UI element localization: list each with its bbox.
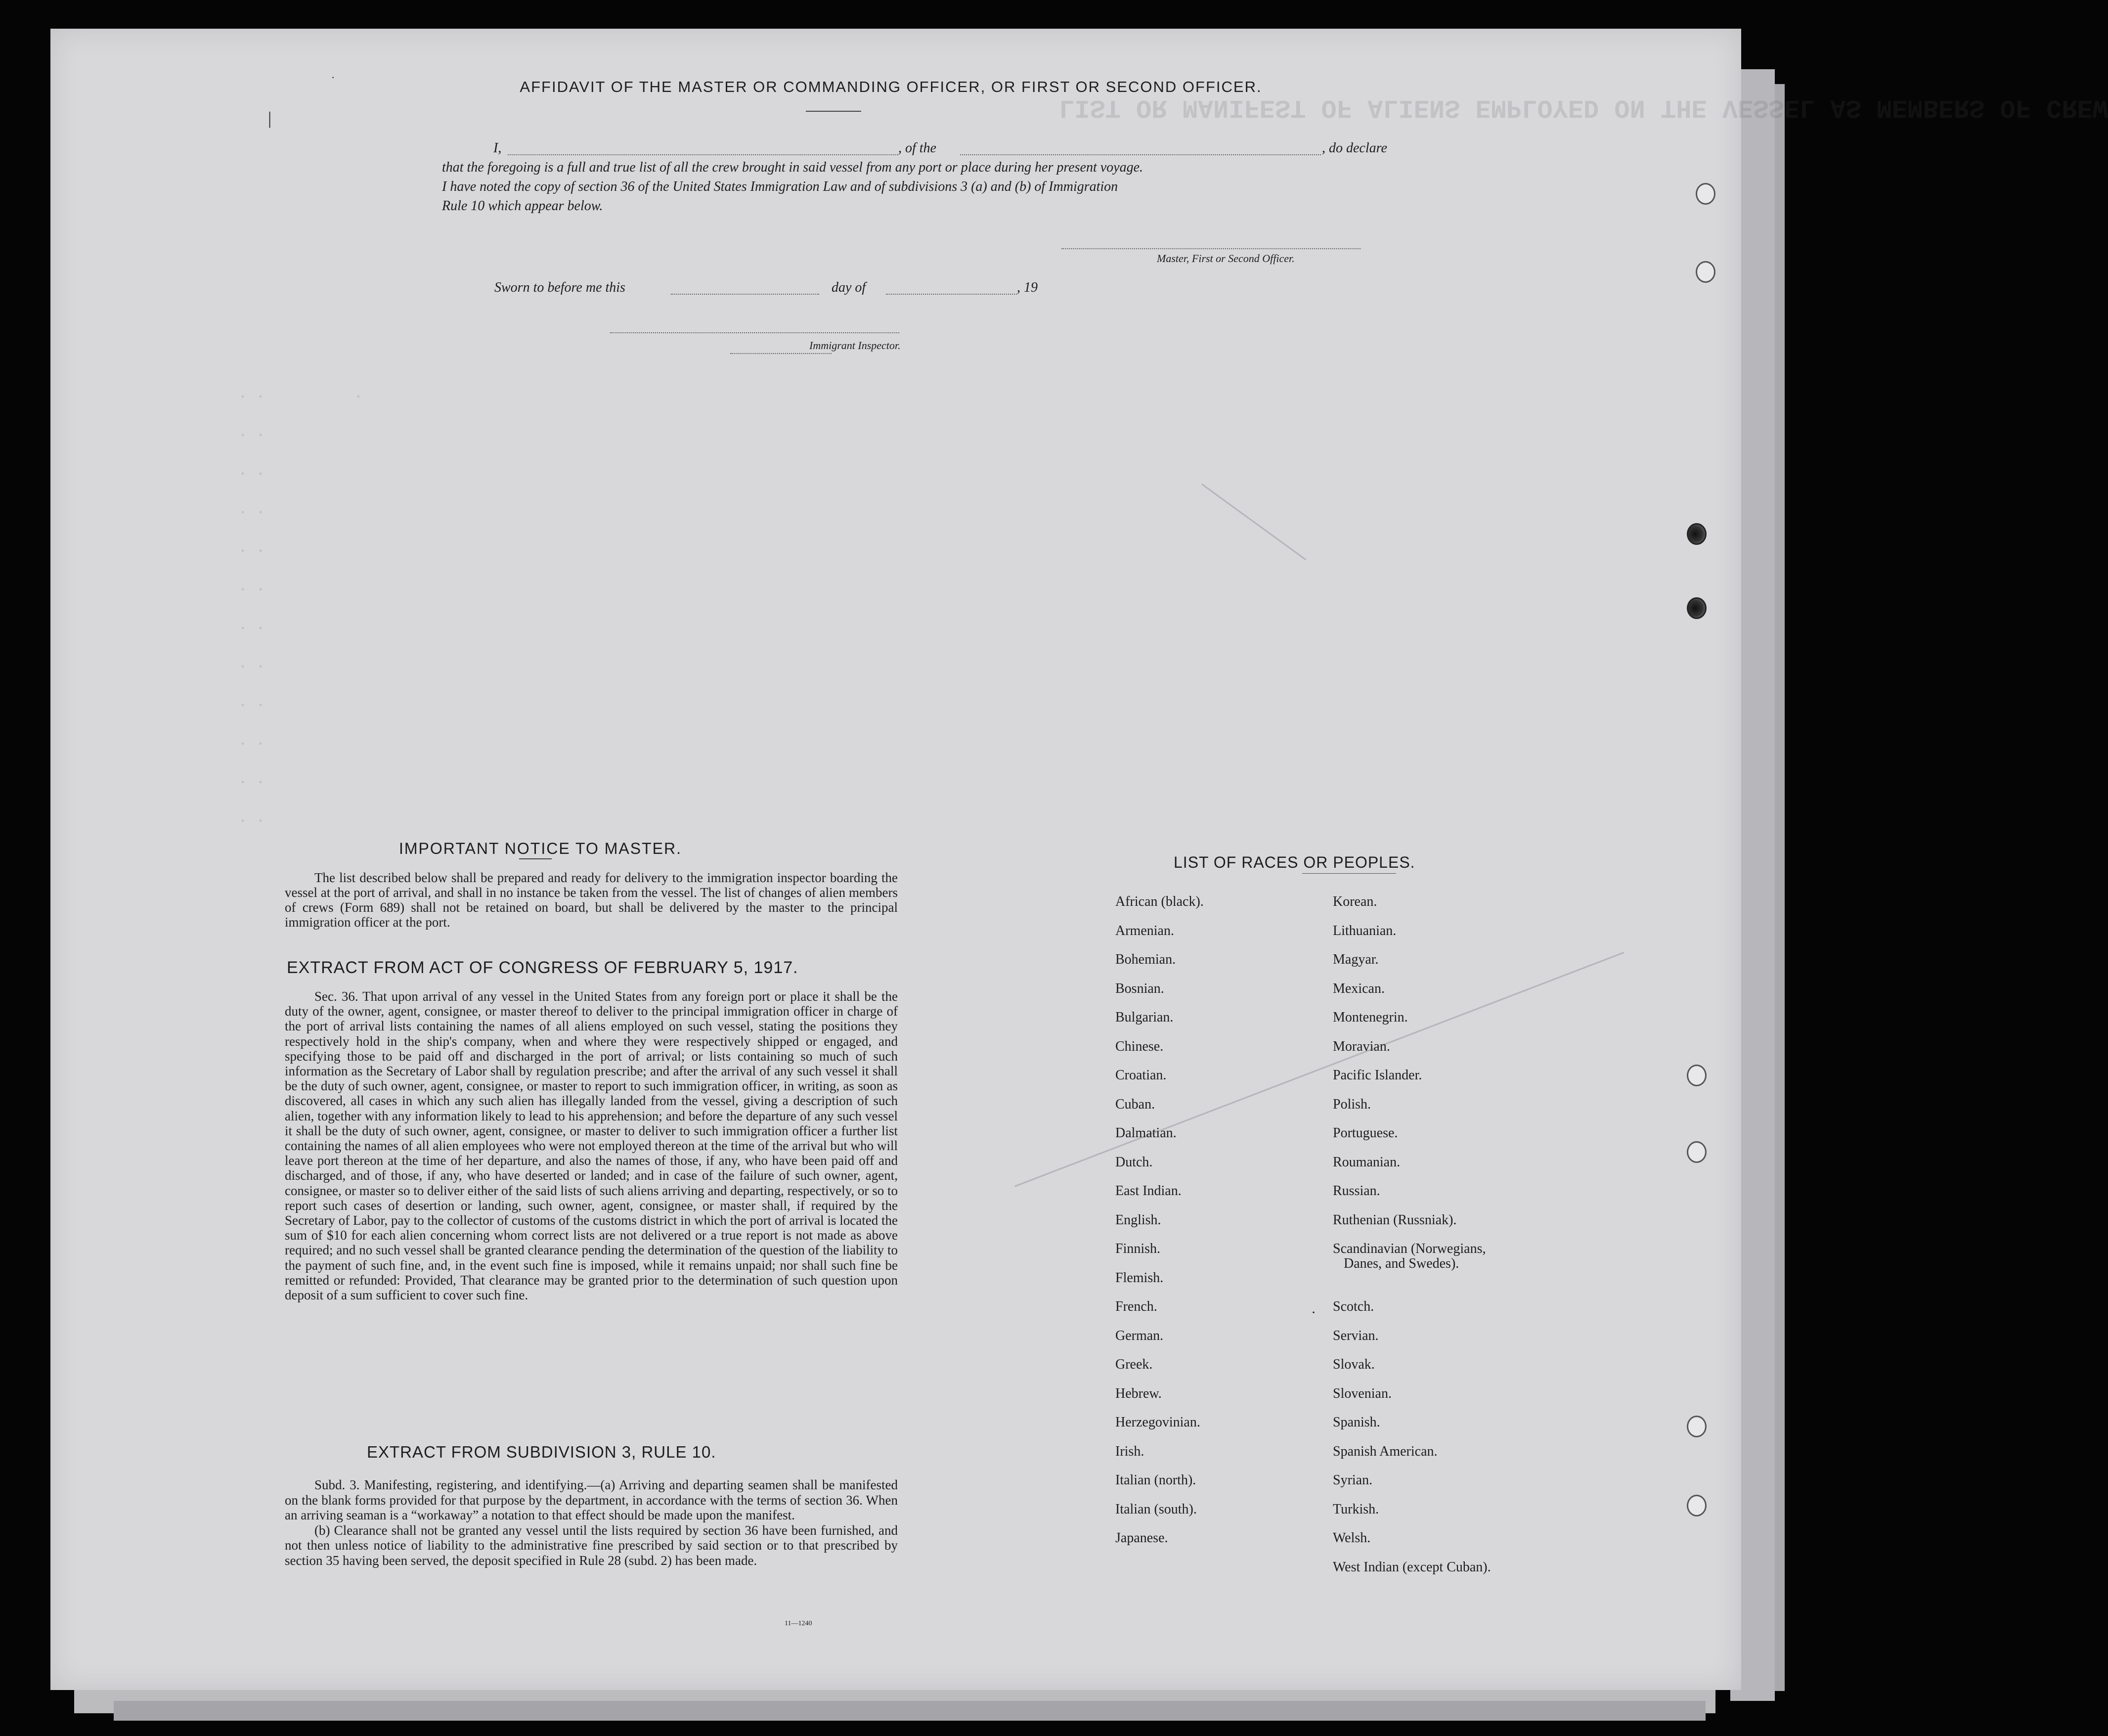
affidavit-of-the: , of the <box>898 140 936 156</box>
notice-rule <box>519 858 552 859</box>
race-item: East Indian. <box>1115 1183 1182 1199</box>
page-stack-bottom <box>114 1701 1706 1721</box>
binder-hole <box>1687 597 1707 619</box>
title-rule <box>806 111 861 112</box>
race-item: Scandinavian (Norwegians, <box>1333 1241 1486 1256</box>
binder-hole <box>1687 1141 1707 1163</box>
bleed-through-heading: LIST OR MANIFEST OF ALIENS EMPLOYED ON THE VESSEL AS MEMBERS OF CREW <box>1059 93 2108 122</box>
year-label: , 19 <box>1017 280 1038 295</box>
sworn-label: Sworn to before me this <box>494 280 625 295</box>
races-rule <box>1302 873 1396 874</box>
race-item: Spanish. <box>1333 1415 1380 1430</box>
race-item: Lithuanian. <box>1333 923 1397 938</box>
race-item: Bosnian. <box>1115 980 1164 996</box>
race-item: Moravian. <box>1333 1038 1390 1054</box>
race-item: Bulgarian. <box>1115 1010 1174 1025</box>
manifest-page <box>50 29 2108 1690</box>
race-item: Greek. <box>1115 1357 1153 1372</box>
race-item: Magyar. <box>1333 952 1379 967</box>
race-item: Slovak. <box>1333 1357 1375 1372</box>
race-item: German. <box>1115 1328 1164 1343</box>
race-item: Polish. <box>1333 1096 1371 1112</box>
bleed-through-rows: . . . . . . . . . . . . . . . . . . . . . . . . . <box>238 386 363 827</box>
race-item: Portuguese. <box>1333 1125 1398 1141</box>
race-item: Mexican. <box>1333 980 1385 996</box>
race-item: Slovenian. <box>1333 1385 1392 1401</box>
inspector-blank-1[interactable] <box>610 332 899 333</box>
binder-hole <box>1687 1416 1707 1437</box>
race-item: Croatian. <box>1115 1068 1167 1083</box>
race-item: Scotch. <box>1333 1299 1374 1314</box>
binder-hole <box>1687 523 1707 545</box>
master-signature-blank[interactable] <box>1061 248 1361 249</box>
affidavit-line-4: Rule 10 which appear below. <box>442 198 603 214</box>
notice-title: IMPORTANT NOTICE TO MASTER. <box>399 840 682 857</box>
notice-text: The list described below shall be prepared and ready for delivery to the immigration inspector boarding the vessel at the port of arrival, and shall in no instance be taken from the vessel. The list of changes of alien members of crews (Form 689) shall not be retained on board, but shall be delivered by the master to the principal immigration officer at the port. <box>285 870 898 930</box>
act-text: Sec. 36. That upon arrival of any vessel in the United States from any foreign port or place it shall be the duty of the owner, agent, consignee, or master thereof to deliver to the principal immigration officer in charge of the port of arrival lists containing the names of all aliens employed on such vessel, stating the positions they respectively hold in the ship's company, when and where they were respectively shipped or engaged, and specifying those to be paid off and discharged in the port of arrival; or lists containing so much of such information as the Secretary of Labor shall by regulation prescribe; and after the arrival of any such vessel it shall be the duty of such owner, agent, consignee, or master to report to such immigration officer, in writing, as soon as discovered, all cases in which any such alien has illegally landed from the vessel, giving a description of such alien, together with any information likely to lead to his apprehension; and before the departure of any such vessel it shall be the duty of such owner, agent, consignee, or master to deliver to such immigration officer a further list containing the names of all alien employees who were not employed thereon at the time of the arrival but who will leave port thereon at the time of her departure, and also the names of those, if any, who have been paid off and discharged, and of those, if any, who have deserted or landed; and in case of the failure of such owner, agent, consignee, or master so to deliver either of the said lists of such aliens arriving and departing, respectively, or so to report such cases of desertion or landing, such owner, agent, consignee, or master shall, if required by the Secretary of Labor, pay to the collector of customs of the customs district in which the port of arrival is located the sum of $10 for each alien concerning whom correct lists are not delivered or a true report is not made as above required; and no such vessel shall be granted clearance pending the determination of the question of the liability to the payment of such fine, and, in the event such fine is imposed, while it remains unpaid; nor shall such fine be remitted or refunded: Provided, That clearance may be granted prior to the determination of such question upon deposit of a sum sufficient to cover such fine. <box>285 989 898 1303</box>
master-signature-label: Master, First or Second Officer. <box>1157 252 1295 265</box>
race-item: Bohemian. <box>1115 952 1176 967</box>
race-item: Welsh. <box>1333 1530 1371 1546</box>
act-title: EXTRACT FROM ACT OF CONGRESS OF FEBRUARY 5, 1917. <box>287 958 798 977</box>
fold-mark <box>1014 952 1624 1187</box>
stray-mark: | <box>268 108 272 128</box>
race-item: Russian. <box>1333 1183 1380 1199</box>
race-item: Dalmatian. <box>1115 1125 1177 1141</box>
race-item: French. <box>1115 1299 1157 1314</box>
rule-text: Subd. 3. Manifesting, registering, and identifying.—(a) Arriving and departing seamen shall be manifested on the blank forms provided for that purpose by the department, in accordance with the terms of section 36. When an arriving seaman is a “workaway” a notation to that effect should be made upon the manifest. (b) Clearance shall not be granted any vessel until the lists required by section 36 have been furnished, and not then unless notice of liability to the administrative fine prescribed by said section or to that prescribed by section 35 having been served, the deposit specified in Rule 28 (subd. 2) has been made. <box>285 1477 898 1568</box>
stray-mark: · <box>331 71 335 84</box>
race-item: African (black). <box>1115 894 1204 909</box>
binder-hole <box>1687 1495 1707 1516</box>
race-item: Hebrew. <box>1115 1385 1162 1401</box>
race-item: Roumanian. <box>1333 1154 1401 1170</box>
affidavit-line-3: I have noted the copy of section 36 of the United States Immigration Law and of subdivisions 3 (a) and (b) of Immigration <box>442 179 1118 194</box>
name-blank[interactable] <box>508 154 898 155</box>
race-item: Finnish. <box>1115 1241 1161 1256</box>
form-number: 11—1240 <box>785 1620 812 1627</box>
affidavit-line-2: that the foregoing is a full and true list of all the crew brought in said vessel from any port or place during her present voyage. <box>442 160 1143 175</box>
race-item: Italian (north). <box>1115 1472 1196 1488</box>
race-item: Chinese. <box>1115 1038 1164 1054</box>
races-left-column <box>1115 894 1204 1559</box>
binder-hole <box>1696 261 1715 283</box>
binder-hole <box>1696 183 1715 205</box>
race-item: Spanish American. <box>1333 1443 1438 1459</box>
race-item: Turkish. <box>1333 1501 1379 1517</box>
race-item: Flemish. <box>1115 1270 1164 1286</box>
race-item: Servian. <box>1333 1328 1379 1343</box>
race-item: West Indian (except Cuban). <box>1333 1559 1491 1575</box>
race-item: Syrian. <box>1333 1472 1373 1488</box>
month-blank[interactable] <box>886 294 1017 295</box>
race-item: Armenian. <box>1115 923 1174 938</box>
day-blank[interactable] <box>671 294 819 295</box>
race-item: Cuban. <box>1115 1096 1155 1112</box>
race-item: Japanese. <box>1115 1530 1168 1546</box>
races-right-column <box>1333 894 1491 1588</box>
race-item: English. <box>1115 1212 1161 1228</box>
inspector-label: Immigrant Inspector. <box>809 339 901 352</box>
affidavit-i-label: I, <box>493 140 502 156</box>
race-item: Danes, and Swedes). <box>1344 1256 1459 1271</box>
race-item: Irish. <box>1115 1443 1144 1459</box>
race-item: Pacific Islander. <box>1333 1068 1422 1083</box>
rule-title: EXTRACT FROM SUBDIVISION 3, RULE 10. <box>367 1443 716 1461</box>
affidavit-title: AFFIDAVIT OF THE MASTER OR COMMANDING OFFICER, OR FIRST OR SECOND OFFICER. <box>520 78 1262 95</box>
inspector-blank-2[interactable] <box>730 353 832 354</box>
fold-mark <box>1201 484 1306 560</box>
race-item: Montenegrin. <box>1333 1010 1408 1025</box>
binder-hole <box>1687 1065 1707 1086</box>
races-title: LIST OF RACES OR PEOPLES. <box>1174 853 1415 871</box>
stray-mark: · <box>1311 1304 1316 1321</box>
race-item: Korean. <box>1333 894 1377 909</box>
race-item: Ruthenian (Russniak). <box>1333 1212 1457 1228</box>
race-item: Dutch. <box>1115 1154 1153 1170</box>
race-item: Herzegovinian. <box>1115 1415 1200 1430</box>
vessel-blank[interactable] <box>960 154 1321 155</box>
affidavit-declare: , do declare <box>1322 140 1387 156</box>
race-item: Italian (south). <box>1115 1501 1197 1517</box>
day-of-label: day of <box>832 280 866 295</box>
